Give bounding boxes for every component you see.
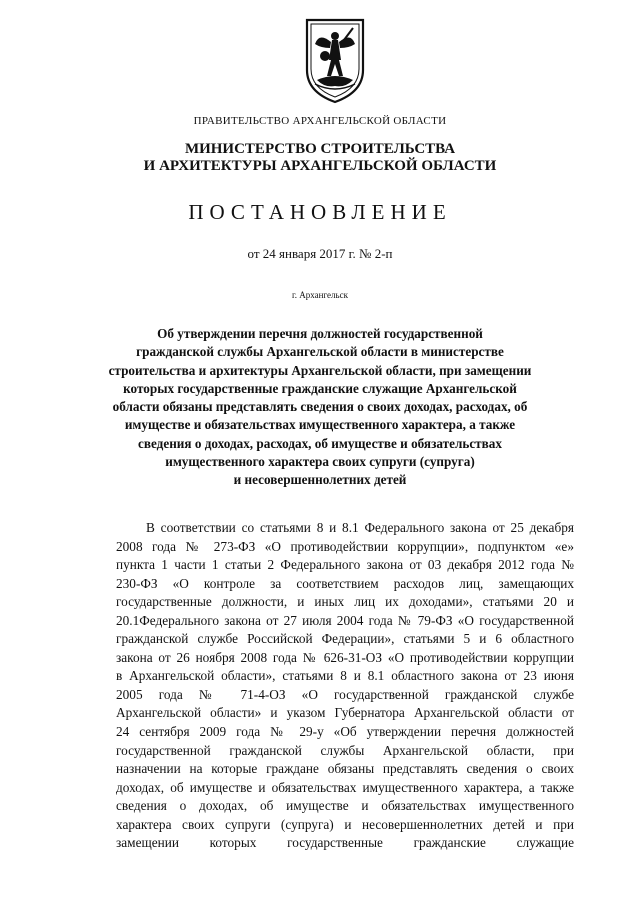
body-paragraph <box>116 519 574 853</box>
body-line: доходах, об имуществе и обязательствах имущественного характера, а также <box>116 779 574 795</box>
body-line: закона от 26 ноября 2008 года № 626-31-ОЗ «О противодействии коррупции <box>116 649 574 665</box>
title-line: гражданской службы Архангельской области в министерстве <box>136 344 504 360</box>
ministry-line: И АРХИТЕКТУРЫ АРХАНГЕЛЬСКОЙ ОБЛАСТИ <box>143 158 497 174</box>
document-type: ПОСТАНОВЛЕНИЕ <box>188 200 452 224</box>
body-line: замещении которых государственные гражданские служащие <box>116 835 574 851</box>
ministry-name <box>0 141 640 175</box>
ministry-line: МИНИСТЕРСТВО СТРОИТЕЛЬСТВА <box>184 141 456 157</box>
date-number: от 24 января 2017 г. № 2-п <box>247 246 393 261</box>
body-line: 2005 года № 71-4-ОЗ «О государственной гражданской службе <box>116 686 574 702</box>
body-line: назначении на которые граждане обязаны представлять сведения о своих <box>116 761 574 777</box>
body-line: пункта 1 части 1 статьи 2 Федерального закона от 03 декабря 2012 года № <box>116 557 574 573</box>
body-line: в Архангельской области», статьями 8 и 8.1 областного закона от 23 июня <box>116 668 574 684</box>
title-line: строительства и архитектуры Архангельской области, при замещении <box>108 362 532 378</box>
body-line: гражданской службе Российской Федерации», статьями 5 и 6 областного <box>116 631 574 647</box>
body-line: Архангельской области» и указом Губернатора Архангельской области от <box>116 705 574 721</box>
city-name: г. Архангельск <box>292 290 348 300</box>
title-line: имуществе и обязательствах имущественного характера, а также <box>124 417 516 433</box>
document-title <box>0 325 640 490</box>
government-name: ПРАВИТЕЛЬСТВО АРХАНГЕЛЬСКОЙ ОБЛАСТИ <box>193 115 447 127</box>
body-line: 24 сентября 2009 года № 29-у «Об утверждении перечня должностей <box>116 724 574 740</box>
title-line: и несовершеннолетних детей <box>233 472 407 488</box>
title-line: Об утверждении перечня должностей государственной <box>157 326 483 341</box>
title-line: сведения о доходах, расходах, об имуществе и обязательствах <box>138 435 502 451</box>
coat-of-arms-emblem-icon <box>301 14 369 106</box>
title-line: которых государственные гражданские служащие Архангельской <box>123 380 517 396</box>
body-line: 20.1Федерального закона от 27 июля 2004 года № 79-ФЗ «О государственной <box>116 612 574 628</box>
body-line: В соответствии со статьями 8 и 8.1 Федерального закона от 25 декабря <box>146 520 574 535</box>
title-line: области обязаны представлять сведения о своих доходах, расходах, об <box>112 399 528 415</box>
body-line: характера своих супруги (супруга) и несовершеннолетних детей и при <box>116 816 574 832</box>
body-line: сведения о доходах, об имуществе и обязательствах имущественного <box>116 798 574 814</box>
body-line: 230-ФЗ «О контроле за соответствием расходов лиц, замещающих <box>116 575 574 591</box>
body-line: 2008 года № 273-ФЗ «О противодействии коррупции», подпунктом «е» <box>116 538 574 554</box>
body-line: государственные должности, и иных лиц их доходами», статьями 20 и <box>116 594 574 610</box>
body-line: государственной гражданской службы Архангельской области, при <box>116 742 574 758</box>
title-line: имущественного характера своих супруги (супруга) <box>165 454 475 470</box>
